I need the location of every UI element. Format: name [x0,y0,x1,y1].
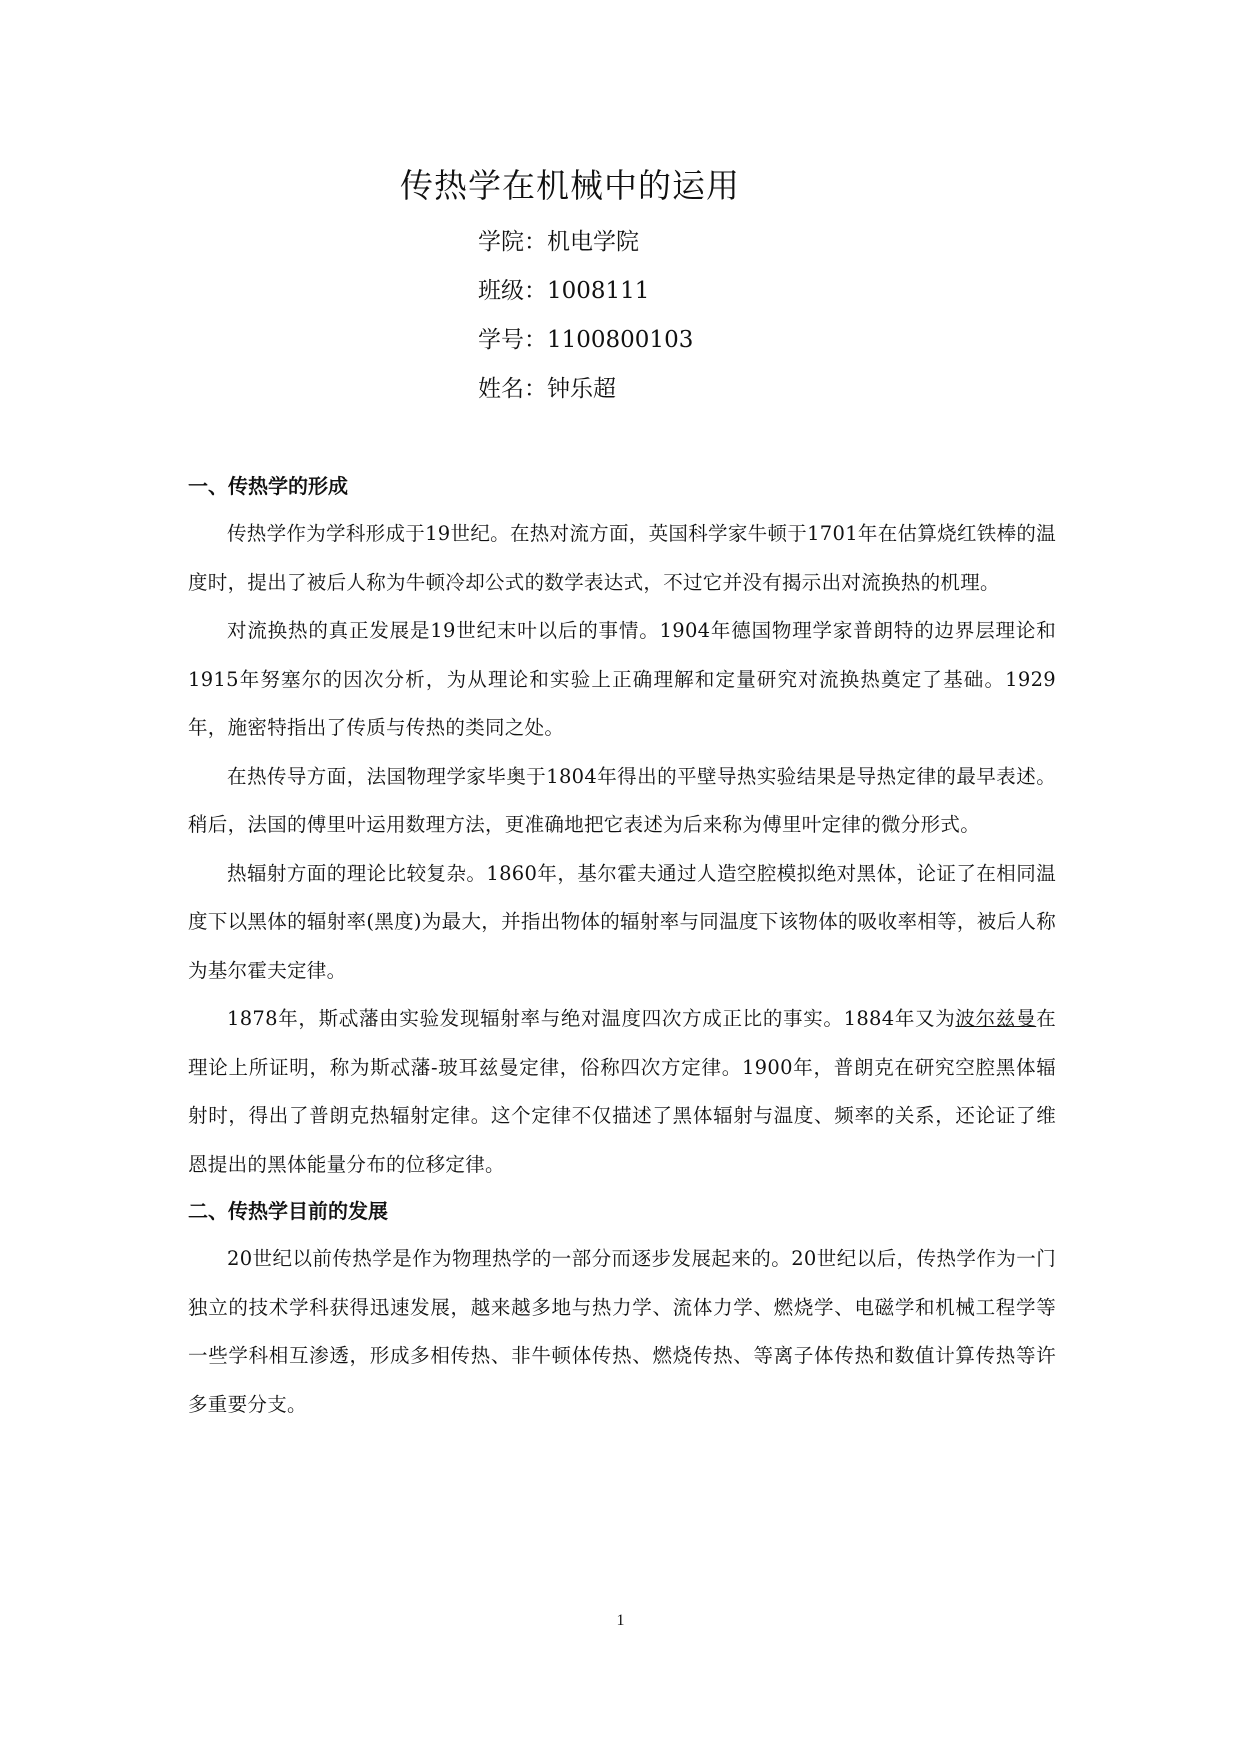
section-heading-development: 二、传热学目前的发展 [188,1199,388,1223]
name-line: 姓名：钟乐超 [478,376,616,402]
paragraph-text: 1878年，斯忒藩由实验发现辐射率与绝对温度四次方成正比的事实。1884年又为 [227,1007,956,1030]
paragraph: 对流换热的真正发展是19世纪末叶以后的事情。1904年德国物理学家普朗特的边界层理论和1915年努塞尔的因次分析，为从理论和实验上正确理解和定量研究对流换热奠定了基础。1929年，施密特指出了传质与传热的类同之处。 [188,619,1056,739]
author-info [478,222,693,418]
paragraph: 20世纪以前传热学是作为物理热学的一部分而逐步发展起来的。20世纪以后，传热学作为一门独立的技术学科获得迅速发展，越来越多地与热力学、流体力学、燃烧学、电磁学和机械工程学等一些学科相互渗透，形成多相传热、非牛顿体传热、燃烧传热、等离子体传热和数值计算传热等许多重要分支。 [188,1247,1056,1416]
section-heading-formation: 一、传热学的形成 [188,474,348,498]
boltzmann-link[interactable]: 波尔兹曼 [955,1007,1037,1030]
page-number: 1 [616,1612,625,1629]
paragraph: 传热学作为学科形成于19世纪。在热对流方面，英国科学家牛顿于1701年在估算烧红铁棒的温度时，提出了被后人称为牛顿冷却公式的数学表达式，不过它并没有揭示出对流换热的机理。 [188,522,1056,594]
document-body [188,464,1056,1429]
paragraph: 热辐射方面的理论比较复杂。1860年，基尔霍夫通过人造空腔模拟绝对黑体，论证了在相同温度下以黑体的辐射率(黑度)为最大，并指出物体的辐射率与同温度下该物体的吸收率相等，被后人称为基尔霍夫定律。 [188,861,1056,982]
document-title: 传热学在机械中的运用 [400,166,740,205]
class-line: 班级：1008111 [478,278,650,304]
paragraph: 在热传导方面，法国物理学家毕奥于1804年得出的平壁导热实验结果是导热定律的最早表述。稍后，法国的傅里叶运用数理方法，更准确地把它表述为后来称为傅里叶定律的微分形式。 [188,764,1056,836]
paragraph [188,995,1056,1189]
paragraph-text: 在理论上所证明，称为斯忒藩-玻耳兹曼定律，俗称四次方定律。1900年，普朗克在研究空腔黑体辐射时，得出了普朗克热辐射定律。这个定律不仅描述了黑体辐射与温度、频率的关系，还论证了维恩提出的黑体能量分布的位移定律。 [188,1007,1057,1176]
college-line: 学院：机电学院 [478,229,639,255]
student-id-line: 学号：1100800103 [478,327,694,353]
